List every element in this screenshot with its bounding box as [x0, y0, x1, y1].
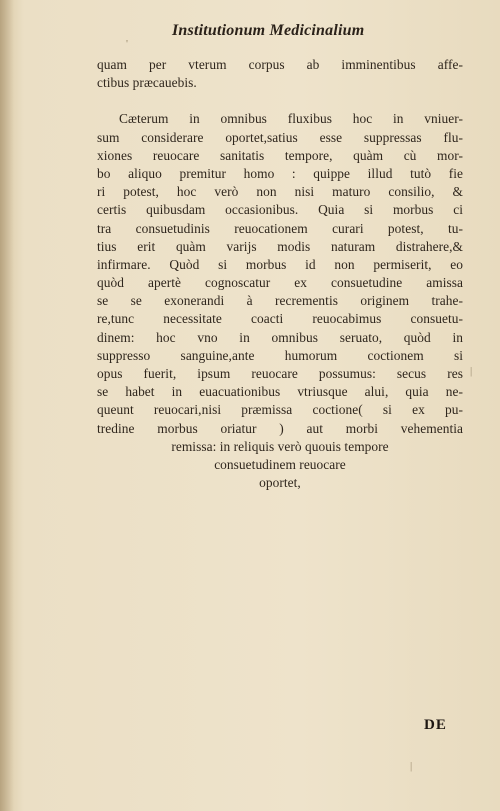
- text-line: se se exonerandi à recrementis originem trahe-: [97, 293, 463, 309]
- text-line: ctibus præcauebis.: [97, 75, 197, 91]
- text-line: sum considerare oportet,satius esse suppressas flu-: [97, 129, 463, 145]
- text-line: tra consuetudinis reuocationem curari potest, tu-: [97, 220, 463, 236]
- text-line: infirmare. Quòd si morbus id non permiserit, eo: [97, 256, 463, 272]
- text-line: bo aliquo premitur homo : quippe illud tutò fie: [97, 165, 463, 181]
- text-line: consuetudinem reuocare: [214, 456, 346, 472]
- text-line: se habet in euacuationibus vtriusque alui, quia ne-: [97, 384, 463, 400]
- margin-mark: |: [410, 760, 413, 772]
- margin-mark: |: [470, 365, 473, 377]
- gutter-shadow: [0, 0, 14, 811]
- text-line: tius erit quàm varijs modis naturam distrahere,&: [97, 238, 463, 254]
- text-line: quòd apertè cognoscatur ex consuetudine amissa: [97, 275, 463, 291]
- text-line: certis quibusdam occasionibus. Quia si morbus ci: [97, 202, 463, 218]
- text-line: xiones reuocare sanitatis tempore, quàm cù mor-: [97, 147, 463, 163]
- text-line: oportet,: [259, 475, 301, 491]
- text-line: queunt reuocari,nisi præmissa coctione( si ex pu-: [97, 402, 463, 418]
- text-line: tredine morbus oriatur ) aut morbi vehementia: [97, 420, 463, 436]
- text-line: dinem: hoc vno in omnibus seruato, quòd in: [97, 329, 463, 345]
- text-line: ri potest, hoc verò non nisi maturo consilio, &: [97, 184, 463, 200]
- paragraph-gap: [97, 92, 463, 110]
- text-line: re,tunc necessitate coacti reuocabimus consuetu-: [97, 311, 463, 327]
- text-line: quam per vterum corpus ab imminentibus affe-: [97, 57, 463, 72]
- body-text: [97, 56, 463, 492]
- text-line: opus fuerit, ipsum reuocare possumus: secus res: [97, 366, 463, 381]
- text-line: suppresso sanguine,ante humorum coctionem si: [97, 347, 463, 363]
- margin-mark: ': [126, 38, 128, 50]
- catchword: DE: [424, 717, 447, 733]
- text-line: remissa: in reliquis verò quouis tempore: [171, 438, 389, 454]
- text-line: Cæterum in omnibus fluxibus hoc in vniuer-: [119, 111, 463, 127]
- running-head: Institutionum Medicinalium: [172, 22, 365, 39]
